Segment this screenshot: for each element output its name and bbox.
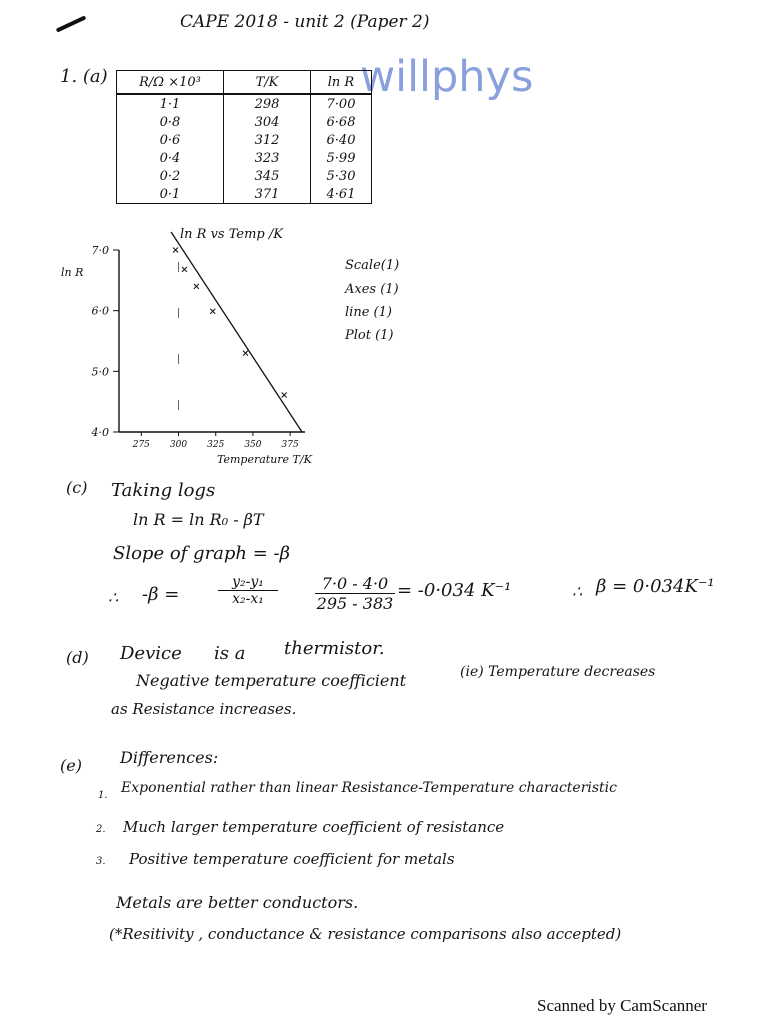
- table-cell: 0·2: [117, 167, 224, 185]
- table-row: [117, 113, 372, 131]
- y-tick-label: 7·0: [91, 244, 109, 257]
- part-c-heading: Taking logs: [111, 480, 216, 501]
- values-denominator: 295 - 383: [316, 594, 394, 613]
- data-point: [282, 392, 287, 397]
- is-a-word: is a: [214, 643, 246, 664]
- difference-item: Exponential rather than linear Resistance-Temperature characteristic: [121, 780, 617, 796]
- ie-statement: (ie) Temperature decreases: [460, 664, 656, 680]
- y-axis-label: ln R: [61, 266, 84, 279]
- watermark: willphys: [360, 52, 534, 102]
- scanner-footer: Scanned by CamScanner: [537, 996, 707, 1015]
- chart-title: ln R vs Temp /K: [180, 227, 283, 242]
- data-point: [173, 248, 178, 253]
- ntc-statement: Negative temperature coefficient: [136, 671, 407, 690]
- gradient-denominator: x₂-x₁: [218, 590, 278, 607]
- differences-heading: Differences:: [120, 748, 219, 767]
- gradient-numerator: y₂-y₁: [232, 574, 264, 590]
- col-header-resistance: R/Ω ×10³: [117, 71, 224, 95]
- y-tick-label: 6·0: [91, 304, 109, 318]
- table-row: [117, 149, 372, 167]
- slope-statement: Slope of graph = -β: [113, 543, 291, 564]
- therefore-symbol: ∴: [108, 588, 119, 607]
- beta-result: β = 0·034K⁻¹: [596, 576, 715, 597]
- metals-note: Metals are better conductors.: [116, 893, 359, 912]
- pen-mark: [56, 15, 87, 32]
- table-cell: 5·30: [311, 167, 372, 185]
- table-cell: 4·61: [311, 185, 372, 204]
- table-cell: 0·6: [117, 131, 224, 149]
- x-axis-label: Temperature T/K: [217, 453, 312, 466]
- y-tick-label: 5·0: [91, 365, 109, 379]
- neg-beta: -β =: [142, 584, 180, 605]
- table-row: [117, 131, 372, 149]
- gradient-fraction: [218, 574, 278, 607]
- data-table: [116, 70, 372, 204]
- table-cell: 0·4: [117, 149, 224, 167]
- table-cell: 345: [224, 167, 311, 185]
- table-cell: 6·40: [311, 131, 372, 149]
- table-cell: 323: [224, 149, 311, 167]
- mark-axes: Axes (1): [345, 282, 399, 297]
- table-cell: 6·68: [311, 113, 372, 131]
- table-cell: 298: [224, 94, 311, 113]
- x-tick-label: 300: [169, 440, 188, 450]
- x-tick-label: 350: [244, 440, 262, 450]
- table-cell: 312: [224, 131, 311, 149]
- part-e-label: (e): [60, 756, 82, 775]
- lnr-temperature-graph: [55, 220, 335, 470]
- part-d-label: (d): [66, 648, 89, 667]
- item-number: 3.: [96, 856, 106, 867]
- slope-result: = -0·034 K⁻¹: [397, 580, 512, 601]
- difference-item: Positive temperature coefficient for metals: [129, 850, 455, 868]
- table-cell: 304: [224, 113, 311, 131]
- col-header-temperature: T/K: [224, 71, 311, 95]
- table-cell: 371: [224, 185, 311, 204]
- x-tick-label: 275: [132, 440, 150, 450]
- table-cell: 0·1: [117, 185, 224, 204]
- data-point: [182, 267, 187, 272]
- data-point: [194, 284, 199, 289]
- page-title: CAPE 2018 - unit 2 (Paper 2): [180, 12, 430, 32]
- data-point: [243, 351, 248, 356]
- resistance-statement: as Resistance increases.: [111, 700, 297, 718]
- table-cell: 7·00: [311, 94, 372, 113]
- thermistor-answer: thermistor.: [284, 638, 385, 659]
- table-cell: 1·1: [117, 94, 224, 113]
- mark-plot: Plot (1): [345, 328, 394, 343]
- part-c-label: (c): [66, 478, 88, 497]
- col-header-lnr: ln R: [311, 71, 372, 95]
- item-number: 1.: [98, 790, 108, 801]
- x-tick-label: 375: [281, 440, 299, 450]
- mark-scale: Scale(1): [345, 258, 400, 273]
- question-number: 1. (a): [60, 66, 108, 87]
- values-fraction: [315, 574, 395, 613]
- mark-line: line (1): [345, 305, 392, 320]
- table-row: [117, 167, 372, 185]
- data-point: [210, 309, 215, 314]
- best-fit-line: [171, 232, 302, 432]
- accepted-note: (*Resitivity , conductance & resistance comparisons also accepted): [109, 925, 622, 943]
- item-number: 2.: [96, 824, 106, 835]
- values-numerator: 7·0 - 4·0: [321, 574, 389, 593]
- table-row: [117, 94, 372, 113]
- table-cell: 0·8: [117, 113, 224, 131]
- y-tick-label: 4·0: [91, 426, 109, 439]
- therefore-symbol-2: ∴: [572, 582, 583, 601]
- table-row: [117, 185, 372, 204]
- device-word: Device: [120, 643, 182, 664]
- difference-item: Much larger temperature coefficient of resistance: [123, 818, 505, 836]
- table-cell: 5·99: [311, 149, 372, 167]
- x-tick-label: 325: [207, 440, 225, 450]
- log-equation: ln R = ln R₀ - βT: [133, 510, 264, 529]
